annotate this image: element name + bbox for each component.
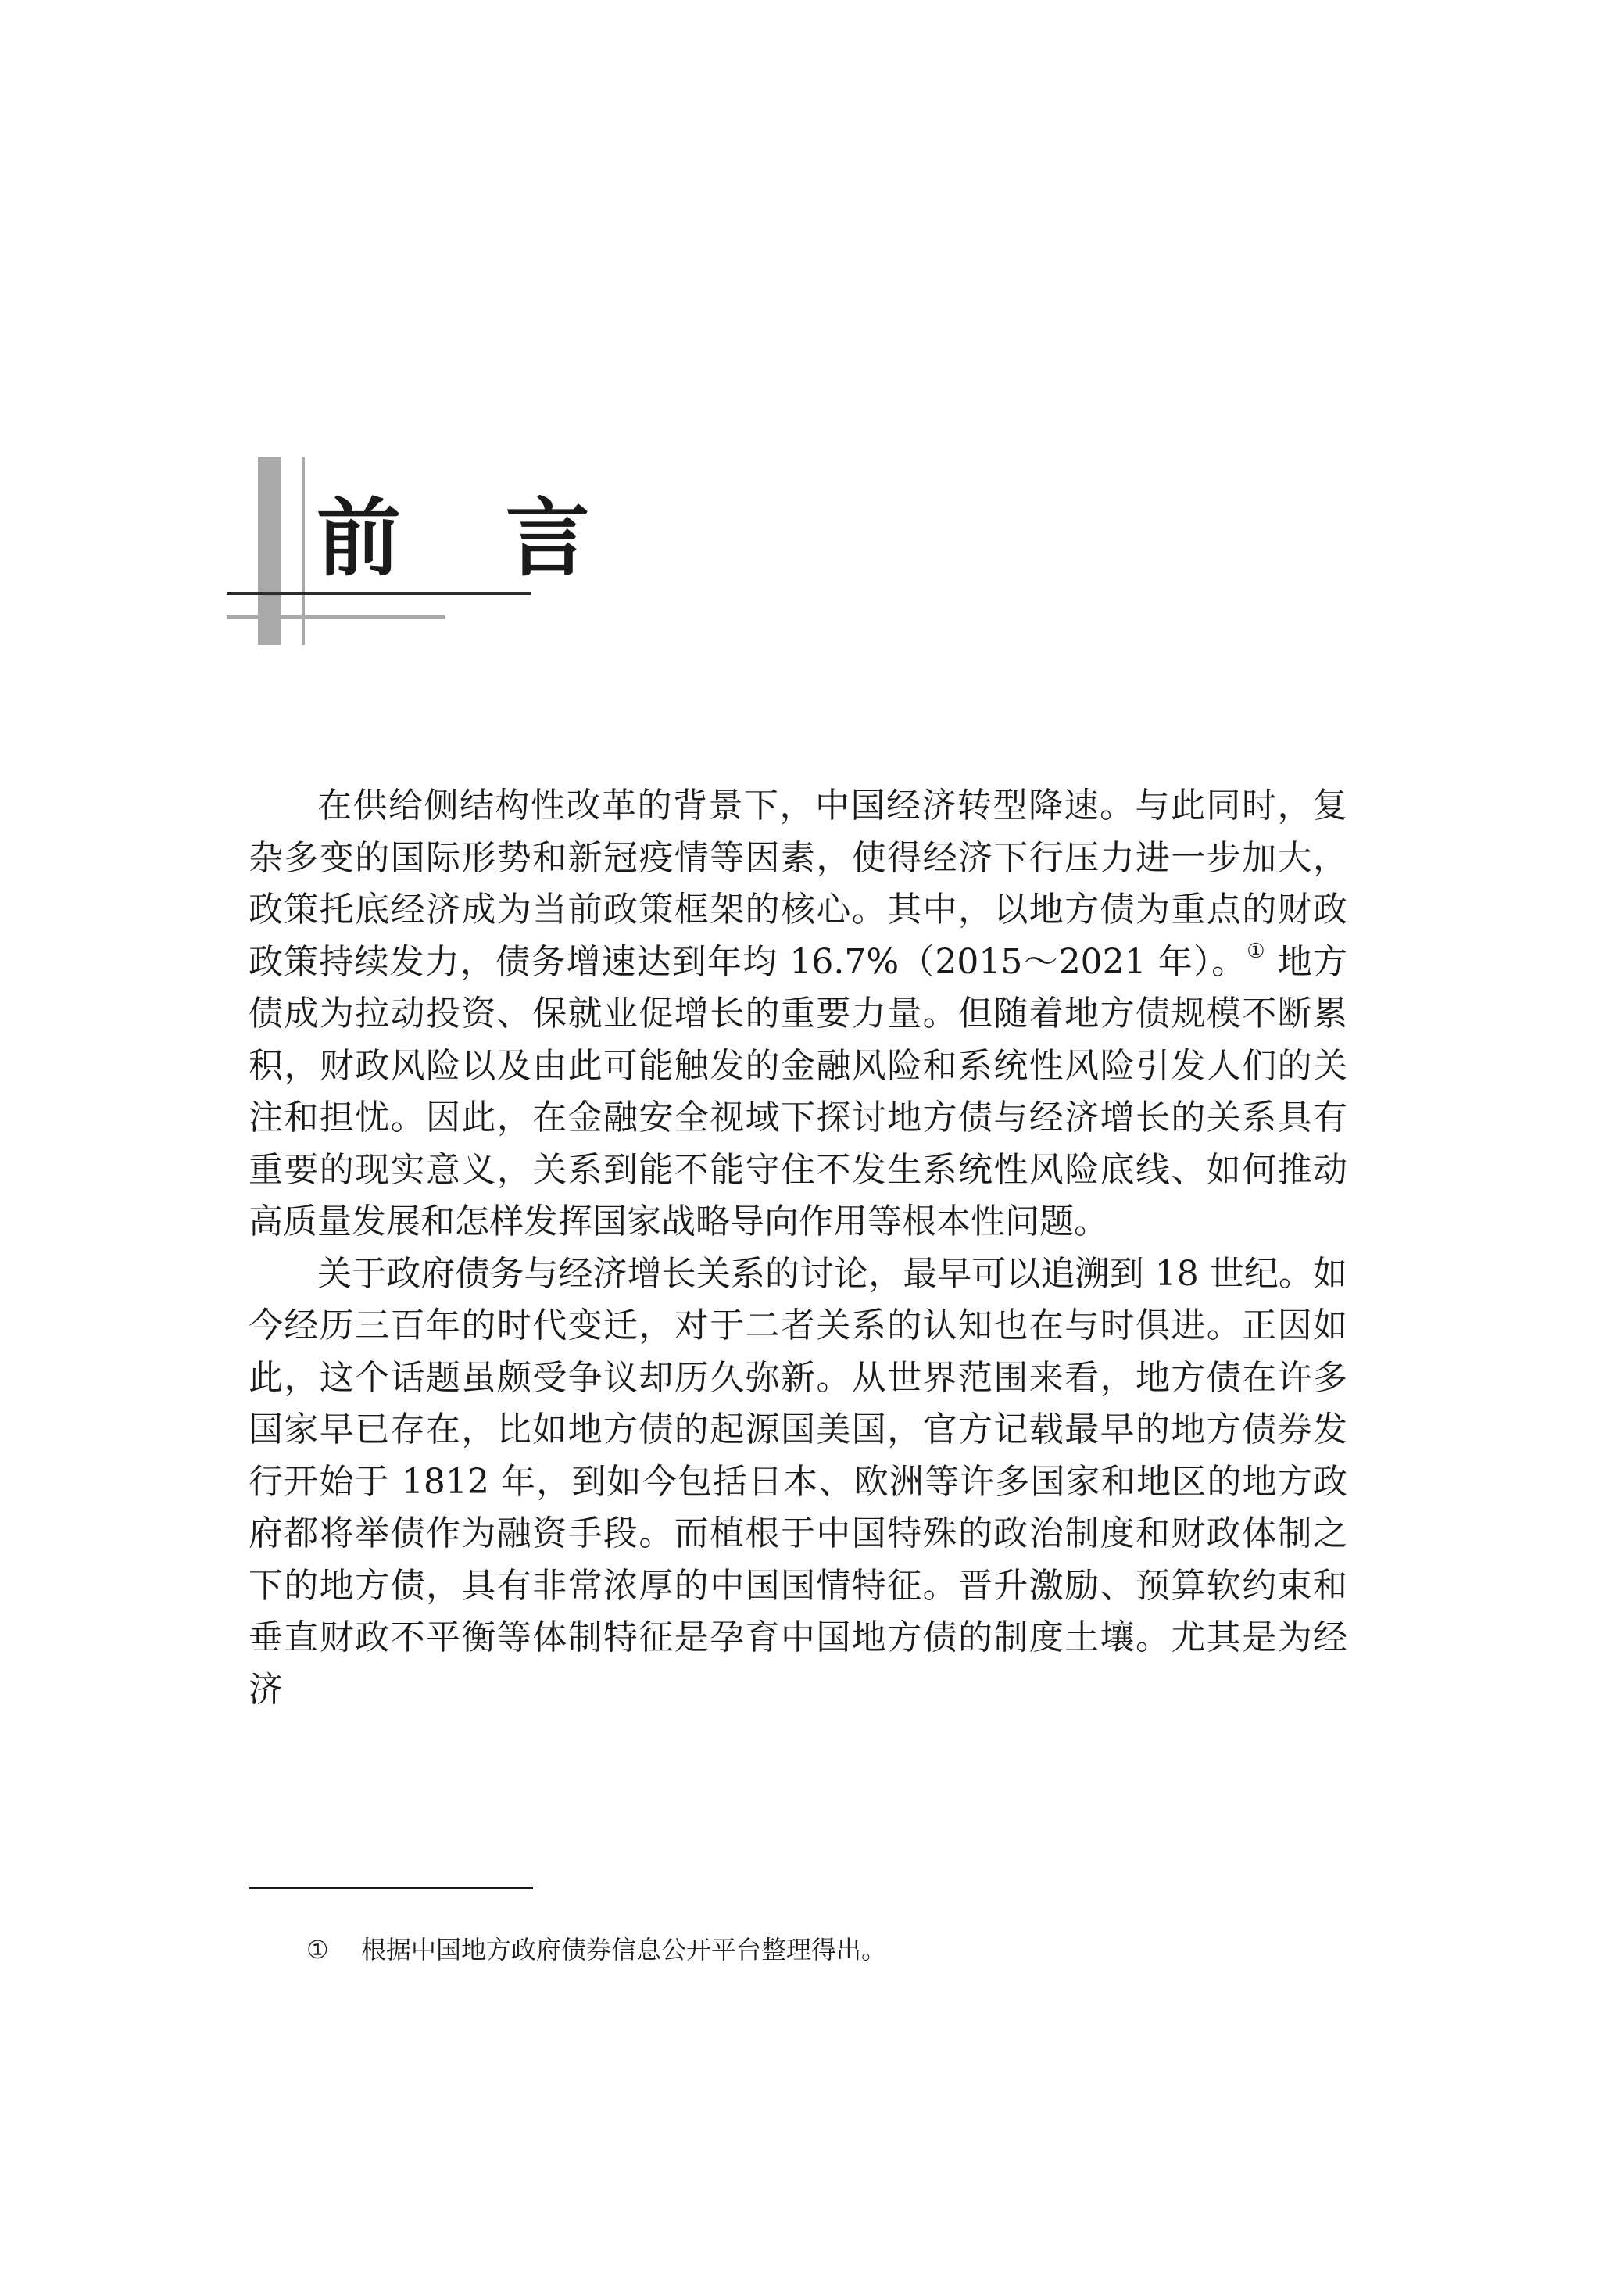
chapter-heading xyxy=(0,0,1624,704)
page-title: 前 言 xyxy=(317,490,628,588)
footnote-marker: ① xyxy=(306,1935,329,1965)
footnote-text: 根据中国地方政府债券信息公开平台整理得出。 xyxy=(361,1935,887,1965)
paragraph-1-text-after-note: 地方债成为拉动投资、保就业促增长的重要力量。但随着地方债规模不断累积，财政风险以及由此可能触发的金融风险和系统性风险引发人们的关注和担忧。因此，在金融安全视域下探讨地方债与经济增长的关系具有重要的现实意义，关系到能不能守住不发生系统性风险底线、如何推动高质量发展和怎样发挥国家战略导向作用等根本性问题。 xyxy=(249,941,1348,1241)
footnote-divider xyxy=(249,1887,533,1889)
paragraph-1-text-before-note: 在供给侧结构性改革的背景下，中国经济转型降速。与此同时，复杂多变的国际形势和新冠疫情等因素，使得经济下行压力进一步加大，政策托底经济成为当前政策框架的核心。其中，以地方债为重点的财政政策持续发力，债务增速达到年均 16.7%（2015～2021 年）。 xyxy=(249,786,1347,982)
footnote-reference[interactable]: ① xyxy=(1247,939,1266,963)
footnote xyxy=(306,1934,886,1965)
body-text xyxy=(249,780,1347,1716)
paragraph-1 xyxy=(249,780,1347,1248)
heading-dark-rule xyxy=(227,592,531,595)
heading-grey-rule xyxy=(227,615,445,619)
paragraph-2: 关于政府债务与经济增长关系的讨论，最早可以追溯到 18 世纪。如今经历三百年的时代变迁，对于二者关系的认知也在与时俱进。正因如此，这个话题虽颇受争议却历久弥新。从世界范围来看，地方债在许多国家早已存在，比如地方债的起源国美国，官方记载最早的地方债券发行开始于 1812 年，到如今包括日本、欧洲等许多国家和地区的地方政府都将举债作为融资手段。而植根于中国特殊的政治制度和财政体制之下的地方债，具有非常浓厚的中国国情特征。晋升激励、预算软约束和垂直财政不平衡等体制特征是孕育中国地方债的制度土壤。尤其是为经济 xyxy=(249,1253,1347,1710)
